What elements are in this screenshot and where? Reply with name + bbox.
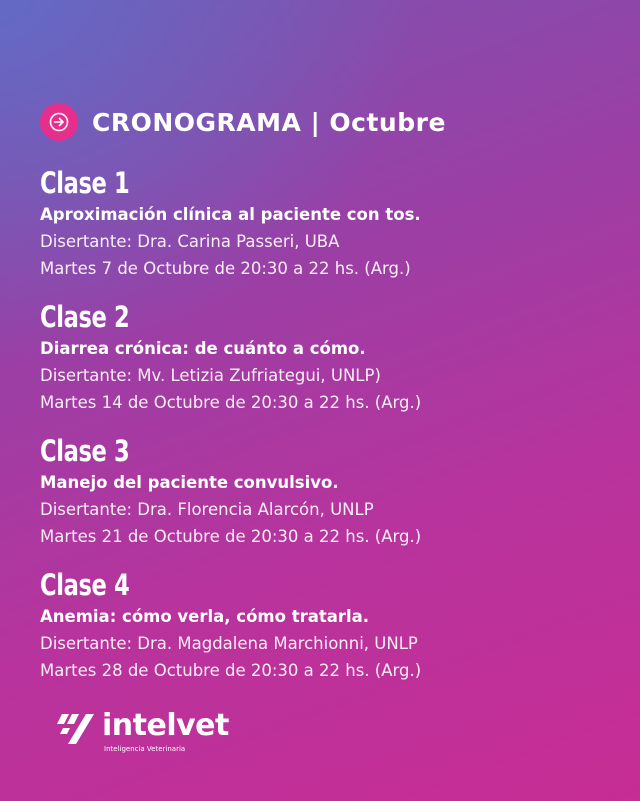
- class-item-1: [40, 165, 630, 299]
- class-topic: Diarrea crónica: de cuánto a cómo.: [40, 339, 366, 358]
- arrow-right-icon: [40, 103, 78, 141]
- class-speaker: Disertante: Mv. Letizia Zufriategui, UNLP): [40, 366, 381, 385]
- page-title: CRONOGRAMA | Octubre: [92, 107, 446, 137]
- class-item-3: [40, 433, 630, 567]
- class-speaker: Disertante: Dra. Carina Passeri, UBA: [40, 232, 340, 251]
- logo-tagline: Inteligencia Veterinaria: [104, 745, 186, 753]
- class-topic: Manejo del paciente convulsivo.: [40, 473, 339, 492]
- class-schedule: Martes 21 de Octubre de 20:30 a 22 hs. (Arg.): [40, 527, 422, 546]
- class-schedule: Martes 7 de Octubre de 20:30 a 22 hs. (Arg.): [40, 259, 411, 278]
- class-schedule: Martes 14 de Octubre de 20:30 a 22 hs. (Arg.): [40, 393, 422, 412]
- class-topic: Anemia: cómo verla, cómo tratarla.: [40, 607, 370, 626]
- class-title: Clase 3: [40, 434, 130, 468]
- class-title: Clase 4: [40, 568, 130, 602]
- class-schedule: Martes 28 de Octubre de 20:30 a 22 hs. (Arg.): [40, 661, 422, 680]
- logo: [56, 710, 229, 754]
- class-speaker: Disertante: Dra. Magdalena Marchionni, UNLP: [40, 634, 418, 653]
- class-item-2: [40, 299, 630, 433]
- header: [40, 103, 446, 141]
- class-topic: Aproximación clínica al paciente con tos.: [40, 205, 421, 224]
- intelvet-logo-mark-icon: [56, 710, 96, 746]
- class-speaker: Disertante: Dra. Florencia Alarcón, UNLP: [40, 500, 374, 519]
- class-title: Clase 1: [40, 166, 130, 200]
- class-title: Clase 2: [40, 300, 130, 334]
- class-item-4: [40, 567, 630, 701]
- class-list: [40, 165, 630, 701]
- logo-name: intelvet: [102, 708, 229, 743]
